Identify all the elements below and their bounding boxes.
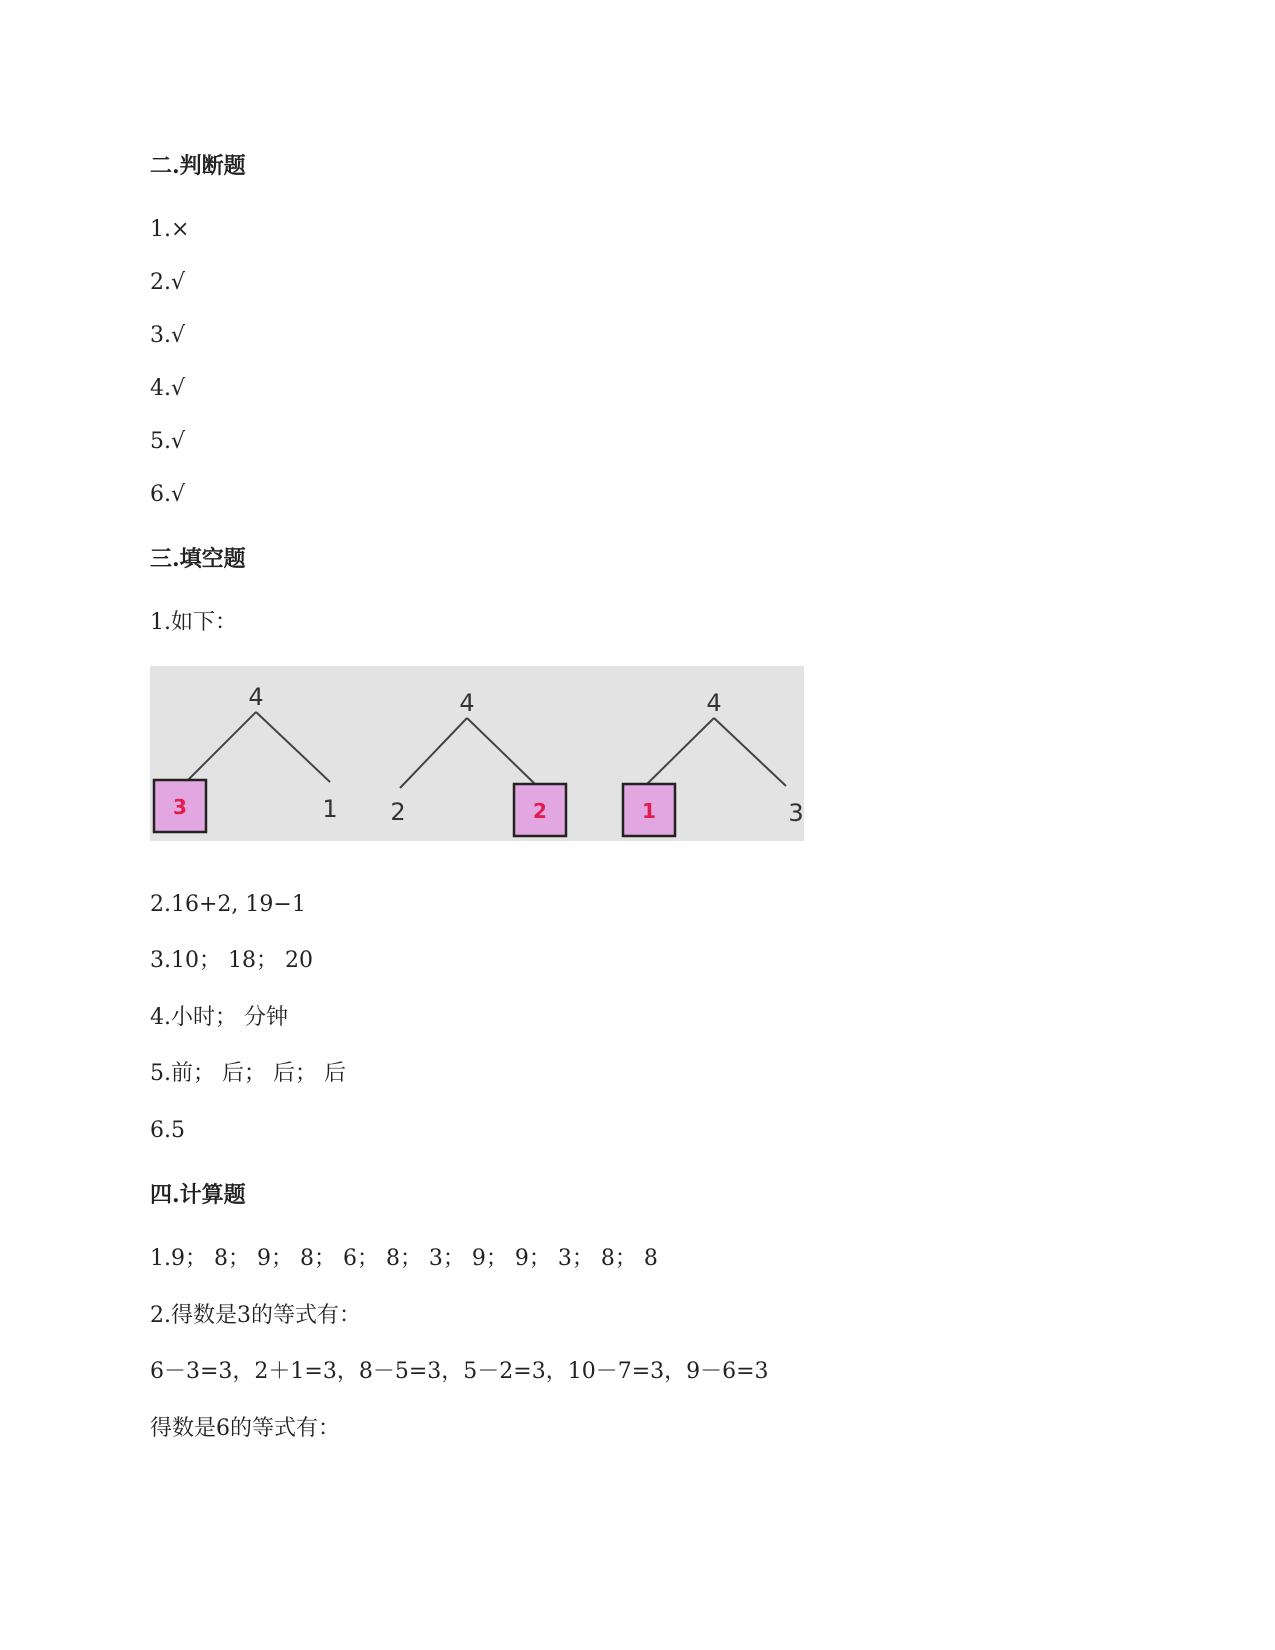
decomposition-tree-2 <box>390 689 566 836</box>
fill-blank-answer-3: 3.10； 18； 20 <box>150 948 313 973</box>
fill-blank-answer-1: 1.如下： <box>150 610 237 635</box>
decomposition-tree-1 <box>154 683 338 832</box>
calculation-answer-2: 2.得数是3的等式有： <box>150 1303 361 1328</box>
number-decomposition-figure <box>150 666 804 841</box>
judgement-answer-1: 1.× <box>150 217 190 242</box>
judgement-answer-3: 3.√ <box>150 323 186 348</box>
tree-1-left-branch <box>188 712 256 780</box>
calculation-equations-3: 6－3=3，2＋1=3，8－5=3，5－2=3，10－7=3，9－6=3 <box>150 1359 769 1384</box>
section-heading-fill-blank: 三.填空题 <box>150 546 246 572</box>
tree-2-right-branch <box>467 718 535 784</box>
judgement-answer-6: 6.√ <box>150 482 186 507</box>
tree-3-top-number: 4 <box>706 689 722 717</box>
judgement-answer-2: 2.√ <box>150 270 186 295</box>
decomposition-diagram <box>150 666 804 841</box>
tree-1-right-number: 1 <box>322 795 338 823</box>
section-heading-judgement: 二.判断题 <box>150 153 246 179</box>
tree-2-top-number: 4 <box>459 689 475 717</box>
judgement-answer-4: 4.√ <box>150 376 186 401</box>
tree-1-left-number: 3 <box>173 795 187 819</box>
fill-blank-answer-2: 2.16+2, 19−1 <box>150 892 306 917</box>
fill-blank-answer-5: 5.前； 后； 后； 后 <box>150 1061 346 1086</box>
fill-blank-answer-6: 6.5 <box>150 1118 185 1143</box>
tree-2-left-branch <box>400 718 467 788</box>
tree-3-right-number: 3 <box>788 799 804 827</box>
tree-3-left-number: 1 <box>642 799 656 823</box>
tree-1-top-number: 4 <box>248 683 264 711</box>
tree-1-right-branch <box>256 712 330 782</box>
tree-3-right-branch <box>714 718 786 786</box>
calculation-answer-1: 1.9； 8； 9； 8； 6； 8； 3； 9； 9； 3； 8； 8 <box>150 1246 658 1271</box>
tree-2-left-number: 2 <box>390 798 406 826</box>
tree-3-left-branch <box>647 718 714 784</box>
fill-blank-answer-4: 4.小时； 分钟 <box>150 1005 288 1030</box>
decomposition-tree-3 <box>623 689 804 836</box>
calculation-answer-6-heading: 得数是6的等式有： <box>150 1416 340 1441</box>
judgement-answer-5: 5.√ <box>150 429 186 454</box>
section-heading-calculation: 四.计算题 <box>150 1182 246 1208</box>
tree-2-right-number: 2 <box>533 799 547 823</box>
